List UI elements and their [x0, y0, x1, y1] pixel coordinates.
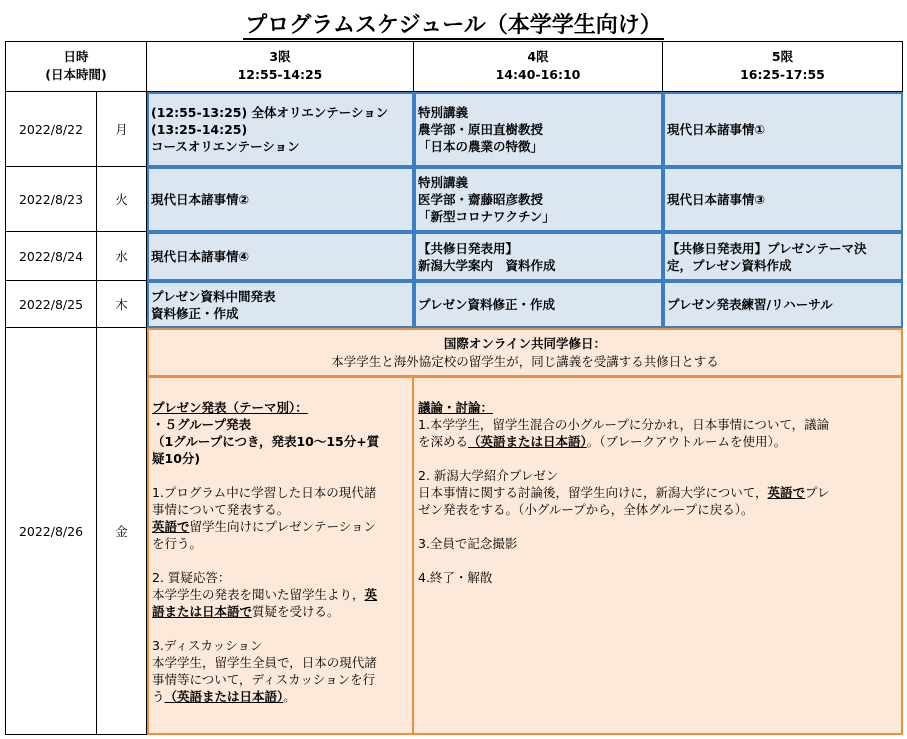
session-cell: 【共修日発表用】プレゼンテーマ決 定，プレゼン資料作成 [663, 232, 903, 281]
session-cell: プレゼン資料修正・作成 [414, 281, 663, 328]
row-date: 2022/8/23 [5, 167, 97, 232]
row-day: 木 [97, 281, 147, 328]
session-cell: プレゼン資料中間発表 資料修正・作成 [147, 281, 414, 328]
header-datetime: 日時 (日本時間) [5, 41, 147, 92]
joint-study-banner [147, 328, 903, 377]
row-day: 月 [97, 92, 147, 167]
session-cell: 【共修日発表用】 新潟大学案内 資料作成 [414, 232, 663, 281]
session-cell: 現代日本諸事情① [663, 92, 903, 167]
banner-subtitle: 本学学生と海外協定校の留学生が，同じ講義を受講する共修日とする [331, 353, 719, 369]
presentation-block: プレゼン発表（テーマ別）： ・５グループ発表 （1グループにつき，発表10～15分+質 疑10分) 1.プログラム中に学習した日本の現代諸 事情について発表する。 英語で留学生向けにプレゼンテーション を行う。 2. 質疑応答： 本学学生の発表を聞いた留学生より，英 語または日本語で質疑を受ける。 3.ディスカッション 本学学生，留学生全員で，日本の現代諸 事情等について，ディスカッションを行 う（英語または日本語）。 [147, 376, 414, 735]
header-period-3: 3限 12:55-14:25 [147, 41, 414, 92]
banner-title: 国際オンライン共同学修日： [443, 335, 607, 351]
session-cell: プレゼン発表練習/リハーサル [663, 281, 903, 328]
session-cell: 特別講義 医学部・齋藤昭彦教授 「新型コロナワクチン」 [414, 167, 663, 232]
session-cell: 特別講義 農学部・原田直樹教授 「日本の農業の特徴」 [414, 92, 663, 167]
header-period-4: 4限 14:40-16:10 [414, 41, 663, 92]
page-title: プログラムスケジュール（本学学生向け） [245, 13, 662, 38]
header-period-5: 5限 16:25-17:55 [663, 41, 903, 92]
row-date: 2022/8/24 [5, 232, 97, 281]
row-date: 2022/8/22 [5, 92, 97, 167]
row-day: 金 [97, 328, 147, 735]
session-cell: (12:55-13:25) 全体オリエンテーション (13:25-14:25) コースオリエンテーション [147, 92, 414, 167]
session-cell: 現代日本諸事情④ [147, 232, 414, 281]
discussion-block: 議論・討論： 1.本学学生，留学生混合の小グループに分かれ，日本事情について，議論 を深める（英語または日本語）。（ブレークアウトルームを使用）。 2. 新潟大学紹介プレゼン 日本事情に関する討論後，留学生向けに，新潟大学について，英語でプレ ゼン発表をする。（小グループから，全体グループに戻る）。 3.全員で記念撮影 4.終了・解散 [412, 376, 903, 735]
row-day: 水 [97, 232, 147, 281]
session-cell: 現代日本諸事情③ [663, 167, 903, 232]
row-date: 2022/8/26 [5, 328, 97, 735]
session-cell: 現代日本諸事情② [147, 167, 414, 232]
row-day: 火 [97, 167, 147, 232]
row-date: 2022/8/25 [5, 281, 97, 328]
